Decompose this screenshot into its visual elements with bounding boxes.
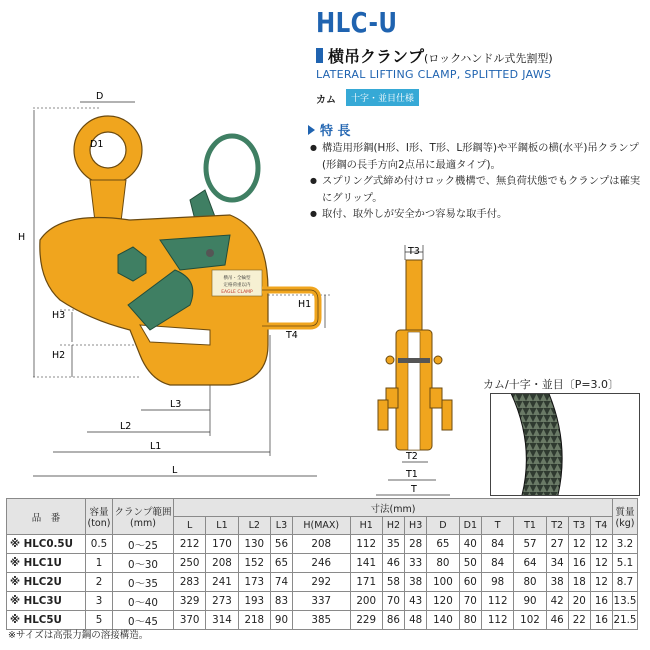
table-cell: 98 bbox=[482, 573, 514, 592]
spec-table bbox=[6, 498, 638, 630]
label-T4: T4 bbox=[286, 330, 298, 341]
product-title-jp bbox=[328, 44, 553, 67]
label-D: D bbox=[96, 91, 104, 102]
table-cell: 80 bbox=[427, 554, 459, 573]
table-cell: 38 bbox=[546, 573, 568, 592]
table-cell: 218 bbox=[238, 611, 270, 630]
table-cell: 56 bbox=[270, 535, 292, 554]
clamp-front-view-drawing bbox=[368, 240, 468, 498]
table-cell: 3 bbox=[86, 592, 113, 611]
header-dim-col: H(MAX) bbox=[293, 517, 351, 535]
features-list bbox=[310, 140, 645, 223]
table-cell: 70 bbox=[459, 592, 481, 611]
table-cell: 3.2 bbox=[613, 535, 638, 554]
table-cell: 40 bbox=[459, 535, 481, 554]
header-dim-col: L2 bbox=[238, 517, 270, 535]
header-dim-col: D bbox=[427, 517, 459, 535]
table-cell: 329 bbox=[174, 592, 206, 611]
table-cell: 74 bbox=[270, 573, 292, 592]
header-dim-col: T2 bbox=[546, 517, 568, 535]
label-L: L bbox=[172, 465, 178, 476]
feature-item: ● 取付、取外しが安全かつ容易な取手付。 bbox=[310, 206, 645, 223]
table-cell: 170 bbox=[206, 535, 238, 554]
table-cell: 65 bbox=[270, 554, 292, 573]
table-cell: 0〜40 bbox=[113, 592, 174, 611]
product-title-main: 横吊クランプ bbox=[328, 47, 425, 66]
label-H1: H1 bbox=[298, 299, 312, 310]
table-cell: 84 bbox=[482, 554, 514, 573]
table-cell: 80 bbox=[514, 573, 546, 592]
plate-line-1: 横吊・全輪型 bbox=[223, 276, 251, 281]
table-cell: ※ HLC3U bbox=[7, 592, 86, 611]
table-cell: 0〜25 bbox=[113, 535, 174, 554]
feature-item: ● 構造用形鋼(H形、I形、T形、L形鋼等)や平鋼板の横(水平)吊クランプ(形鋼の長手方向2点吊に最適タイプ)。 bbox=[310, 140, 645, 173]
table-cell: 27 bbox=[546, 535, 568, 554]
table-cell: 12 bbox=[590, 554, 612, 573]
table-cell: 112 bbox=[482, 592, 514, 611]
table-cell: 208 bbox=[206, 554, 238, 573]
table-cell: 33 bbox=[405, 554, 427, 573]
cam-label: カム bbox=[316, 95, 336, 106]
table-cell: 173 bbox=[238, 573, 270, 592]
plate-line-3: EAGLE CLAMP bbox=[221, 290, 253, 295]
table-cell: 200 bbox=[350, 592, 382, 611]
header-dimensions: 寸法(mm) bbox=[174, 499, 613, 517]
table-cell: 90 bbox=[270, 611, 292, 630]
header-dim-col: D1 bbox=[459, 517, 481, 535]
header-capacity-label: 容量 bbox=[89, 507, 109, 518]
table-cell: 208 bbox=[293, 535, 351, 554]
table-cell: 64 bbox=[514, 554, 546, 573]
label-L1: L1 bbox=[150, 441, 162, 452]
table-cell: 0〜30 bbox=[113, 554, 174, 573]
label-T3: T3 bbox=[408, 246, 420, 257]
table-cell: 2 bbox=[86, 573, 113, 592]
product-title-sub: (ロックハンドル式先割型) bbox=[424, 52, 553, 65]
cam-caption: カム/十字・並目〔P=3.0〕 bbox=[483, 378, 620, 391]
table-cell: 370 bbox=[174, 611, 206, 630]
label-L3: L3 bbox=[170, 399, 182, 410]
table-cell: 273 bbox=[206, 592, 238, 611]
header-range bbox=[113, 499, 174, 535]
table-cell: 120 bbox=[427, 592, 459, 611]
table-cell: 20 bbox=[568, 592, 590, 611]
header-dim-col: T3 bbox=[568, 517, 590, 535]
table-cell: ※ HLC0.5U bbox=[7, 535, 86, 554]
product-title-en: LATERAL LIFTING CLAMP, SPLITTED JAWS bbox=[316, 68, 552, 81]
header-weight-unit: (kg) bbox=[615, 518, 635, 529]
cam-spec-badge: 十字・並目仕様 bbox=[346, 89, 419, 106]
table-cell: 80 bbox=[459, 611, 481, 630]
table-cell: 337 bbox=[293, 592, 351, 611]
table-cell: 112 bbox=[350, 535, 382, 554]
table-cell: 140 bbox=[427, 611, 459, 630]
table-cell: 18 bbox=[568, 573, 590, 592]
table-cell: 0〜35 bbox=[113, 573, 174, 592]
table-cell: ※ HLC5U bbox=[7, 611, 86, 630]
table-cell: 57 bbox=[514, 535, 546, 554]
table-cell: 90 bbox=[514, 592, 546, 611]
label-D1: D1 bbox=[90, 139, 104, 150]
table-cell: 16 bbox=[568, 554, 590, 573]
header-range-label: クランプ範囲 bbox=[114, 507, 172, 518]
table-row bbox=[7, 535, 638, 554]
table-cell: ※ HLC2U bbox=[7, 573, 86, 592]
table-cell: 171 bbox=[350, 573, 382, 592]
table-cell: 102 bbox=[514, 611, 546, 630]
header-dim-col: T4 bbox=[590, 517, 612, 535]
label-H2: H2 bbox=[52, 350, 66, 361]
table-cell: 50 bbox=[459, 554, 481, 573]
table-cell: 0〜45 bbox=[113, 611, 174, 630]
table-cell: 60 bbox=[459, 573, 481, 592]
table-cell: 5.1 bbox=[613, 554, 638, 573]
label-T1: T1 bbox=[406, 469, 418, 480]
header-dim-col: H2 bbox=[382, 517, 404, 535]
table-cell: 314 bbox=[206, 611, 238, 630]
footnote: ※サイズは高張力鋼の溶接構造。 bbox=[8, 630, 149, 641]
table-cell: 130 bbox=[238, 535, 270, 554]
table-cell: 12 bbox=[590, 573, 612, 592]
header-weight-label: 質量 bbox=[615, 507, 635, 518]
feature-item: ● スプリング式締め付けロック機構で、無負荷状態でもクランプは確実にグリップ。 bbox=[310, 173, 645, 206]
table-row bbox=[7, 554, 638, 573]
table-cell: 65 bbox=[427, 535, 459, 554]
table-cell: 70 bbox=[382, 592, 404, 611]
table-cell: 100 bbox=[427, 573, 459, 592]
header-dim-col: H3 bbox=[405, 517, 427, 535]
table-cell: 35 bbox=[382, 535, 404, 554]
table-cell: 8.7 bbox=[613, 573, 638, 592]
table-cell: 5 bbox=[86, 611, 113, 630]
model-title: HLC-U bbox=[316, 6, 398, 39]
title-accent-bar bbox=[316, 48, 323, 63]
label-T2: T2 bbox=[406, 451, 418, 462]
label-T: T bbox=[411, 484, 417, 495]
table-cell: 246 bbox=[293, 554, 351, 573]
table-cell: 16 bbox=[590, 611, 612, 630]
table-cell: 83 bbox=[270, 592, 292, 611]
table-cell: 229 bbox=[350, 611, 382, 630]
table-cell: 86 bbox=[382, 611, 404, 630]
table-cell: 0.5 bbox=[86, 535, 113, 554]
table-cell: 212 bbox=[174, 535, 206, 554]
table-cell: 48 bbox=[405, 611, 427, 630]
header-dim-col: L1 bbox=[206, 517, 238, 535]
table-cell: 28 bbox=[405, 535, 427, 554]
label-H: H bbox=[18, 232, 26, 243]
table-cell: 38 bbox=[405, 573, 427, 592]
plate-line-2: 定格荷重以内 bbox=[223, 283, 251, 288]
clamp-side-view-drawing bbox=[0, 80, 330, 480]
table-cell: 112 bbox=[482, 611, 514, 630]
label-L2: L2 bbox=[120, 421, 132, 432]
table-cell: 58 bbox=[382, 573, 404, 592]
header-range-unit: (mm) bbox=[130, 518, 156, 529]
table-cell: 16 bbox=[590, 592, 612, 611]
table-cell: 34 bbox=[546, 554, 568, 573]
table-cell: 193 bbox=[238, 592, 270, 611]
table-cell: 43 bbox=[405, 592, 427, 611]
table-cell: 21.5 bbox=[613, 611, 638, 630]
header-dim-col: H1 bbox=[350, 517, 382, 535]
table-cell: 46 bbox=[546, 611, 568, 630]
header-weight bbox=[613, 499, 638, 535]
table-cell: 42 bbox=[546, 592, 568, 611]
header-dim-col: L bbox=[174, 517, 206, 535]
table-cell: 12 bbox=[568, 535, 590, 554]
table-cell: 292 bbox=[293, 573, 351, 592]
table-cell: 250 bbox=[174, 554, 206, 573]
table-cell: 1 bbox=[86, 554, 113, 573]
header-dim-col: L3 bbox=[270, 517, 292, 535]
table-cell: ※ HLC1U bbox=[7, 554, 86, 573]
table-cell: 46 bbox=[382, 554, 404, 573]
header-dim-col: T bbox=[482, 517, 514, 535]
header-capacity bbox=[86, 499, 113, 535]
table-cell: 283 bbox=[174, 573, 206, 592]
table-cell: 13.5 bbox=[613, 592, 638, 611]
label-H3: H3 bbox=[52, 310, 66, 321]
table-cell: 141 bbox=[350, 554, 382, 573]
table-cell: 22 bbox=[568, 611, 590, 630]
table-row bbox=[7, 573, 638, 592]
table-cell: 12 bbox=[590, 535, 612, 554]
header-dim-col: T1 bbox=[514, 517, 546, 535]
table-row bbox=[7, 592, 638, 611]
features-heading-text: 特 長 bbox=[320, 124, 351, 139]
table-cell: 152 bbox=[238, 554, 270, 573]
table-cell: 84 bbox=[482, 535, 514, 554]
header-model: 品 番 bbox=[7, 499, 86, 535]
cam-teeth-drawing bbox=[491, 394, 639, 495]
header-capacity-unit: (ton) bbox=[87, 518, 111, 529]
table-cell: 385 bbox=[293, 611, 351, 630]
table-cell: 241 bbox=[206, 573, 238, 592]
cam-detail-box bbox=[490, 393, 640, 496]
